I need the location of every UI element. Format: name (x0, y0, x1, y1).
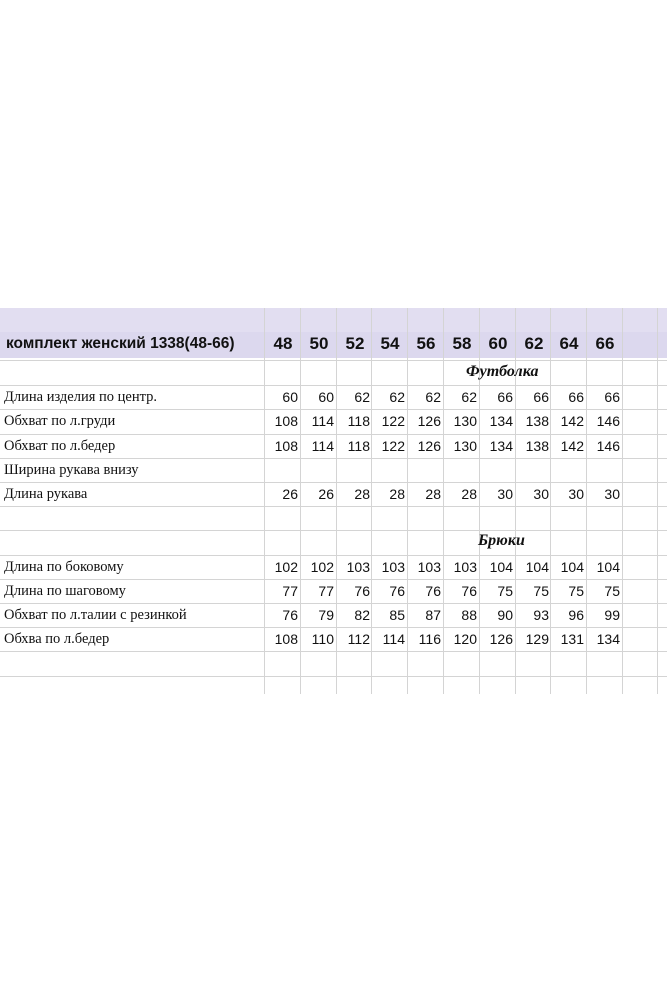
row-gridline (0, 360, 667, 361)
size-header-cell: 52 (345, 334, 365, 353)
table-cell: 138 (525, 413, 549, 430)
column-gridline (622, 308, 623, 694)
table-cell: 126 (417, 413, 441, 430)
table-cell: 110 (311, 631, 334, 648)
table-cell: 116 (418, 631, 441, 648)
table-cell: 122 (381, 413, 405, 430)
row-gridline (0, 603, 667, 604)
table-cell: 134 (596, 631, 620, 648)
row-label: Длина по шаговому (4, 582, 126, 599)
table-cell: 76 (354, 582, 370, 599)
table-cell: 88 (461, 607, 477, 623)
table-cell: 134 (489, 437, 513, 454)
size-header-cell: 60 (488, 334, 508, 353)
row-label: Обхват по л.бедер (4, 437, 116, 454)
row-gridline (0, 676, 667, 677)
size-header-cell: 56 (416, 334, 436, 353)
table-cell: 30 (533, 486, 549, 502)
table-cell: 129 (525, 631, 549, 648)
table-cell: 76 (282, 607, 298, 623)
table-cell: 77 (282, 582, 298, 599)
size-header-cell: 64 (559, 334, 579, 353)
table-cell: 28 (354, 486, 370, 502)
table-cell: 126 (417, 437, 441, 454)
table-cell: 114 (382, 631, 405, 648)
table-cell: 108 (274, 413, 298, 430)
table-cell: 146 (596, 413, 620, 430)
table-cell: 26 (282, 486, 298, 502)
table-cell: 90 (497, 607, 513, 623)
table-cell: 93 (533, 607, 549, 623)
table-cell: 62 (354, 389, 370, 406)
table-cell: 130 (453, 413, 477, 430)
size-header-cell: 62 (524, 334, 544, 353)
table-cell: 122 (381, 437, 405, 454)
row-gridline (0, 530, 667, 531)
table-cell: 118 (347, 413, 370, 430)
table-cell: 102 (310, 558, 334, 575)
table-cell: 108 (274, 631, 298, 648)
size-header-cell: 50 (309, 334, 329, 353)
table-cell: 103 (346, 558, 370, 575)
table-cell: 103 (417, 558, 441, 575)
table-cell: 28 (461, 486, 477, 502)
row-label: Обхват по л.груди (4, 413, 116, 430)
chart-title: комплект женский 1338(48-66) (6, 335, 235, 352)
table-cell: 104 (560, 558, 584, 575)
row-gridline (0, 434, 667, 435)
table-cell: 26 (318, 486, 334, 502)
table-cell: 28 (425, 486, 441, 502)
table-cell: 112 (347, 631, 370, 648)
row-label: Длина рукава (4, 486, 88, 502)
section-title: Футболка (466, 363, 539, 380)
size-header-cell: 58 (452, 334, 472, 353)
row-label: Ширина рукава внизу (4, 461, 139, 478)
table-cell: 103 (381, 558, 405, 575)
row-gridline (0, 385, 667, 386)
table-cell: 66 (533, 389, 549, 406)
section-title: Брюки (478, 532, 525, 550)
table-cell: 85 (389, 607, 405, 623)
row-gridline (0, 458, 667, 459)
column-gridline (657, 308, 658, 694)
table-cell: 66 (497, 389, 513, 406)
table-cell: 30 (604, 486, 620, 502)
row-gridline (0, 651, 667, 652)
table-cell: 75 (497, 582, 513, 599)
table-cell: 130 (453, 437, 477, 454)
row-label: Обхват по л.талии с резинкой (4, 607, 187, 623)
table-cell: 118 (347, 437, 370, 454)
table-cell: 138 (525, 437, 549, 454)
table-cell: 114 (311, 437, 334, 454)
size-chart-sheet (0, 308, 667, 694)
table-cell: 77 (318, 582, 334, 599)
table-cell: 142 (560, 413, 584, 430)
table-cell: 87 (425, 607, 441, 623)
size-header-cell: 54 (380, 334, 400, 353)
table-cell: 76 (425, 582, 441, 599)
table-cell: 62 (389, 389, 405, 406)
table-cell: 99 (604, 607, 620, 623)
table-cell: 104 (596, 558, 620, 575)
table-cell: 30 (568, 486, 584, 502)
table-cell: 108 (274, 437, 298, 454)
row-label: Длина изделия по центр. (4, 389, 158, 406)
table-cell: 142 (560, 437, 584, 454)
table-cell: 76 (389, 582, 405, 599)
table-cell: 75 (533, 582, 549, 599)
row-label: Длина по боковому (4, 558, 124, 575)
row-gridline (0, 409, 667, 410)
row-gridline (0, 482, 667, 483)
row-label: Обхва по л.бедер (4, 631, 110, 648)
size-header-cell: 48 (273, 334, 293, 353)
table-cell: 82 (354, 607, 370, 623)
table-cell: 126 (489, 631, 513, 648)
table-cell: 103 (453, 558, 477, 575)
table-cell: 146 (596, 437, 620, 454)
table-cell: 104 (489, 558, 513, 575)
table-cell: 114 (311, 413, 334, 430)
table-cell: 131 (560, 631, 584, 648)
table-cell: 76 (461, 582, 477, 599)
table-cell: 30 (497, 486, 513, 502)
table-cell: 60 (318, 389, 334, 406)
table-cell: 60 (282, 389, 298, 406)
table-cell: 134 (489, 413, 513, 430)
table-cell: 75 (604, 582, 620, 599)
table-cell: 66 (568, 389, 584, 406)
table-cell: 120 (453, 631, 477, 648)
size-header-cell: 66 (595, 334, 615, 353)
table-cell: 96 (568, 607, 584, 623)
table-cell: 79 (318, 607, 334, 623)
row-gridline (0, 627, 667, 628)
table-cell: 66 (604, 389, 620, 406)
row-gridline (0, 506, 667, 507)
table-cell: 62 (461, 389, 477, 406)
table-cell: 62 (425, 389, 441, 406)
row-gridline (0, 555, 667, 556)
table-cell: 28 (389, 486, 405, 502)
row-gridline (0, 579, 667, 580)
table-cell: 75 (568, 582, 584, 599)
table-cell: 104 (525, 558, 549, 575)
table-cell: 102 (274, 558, 298, 575)
